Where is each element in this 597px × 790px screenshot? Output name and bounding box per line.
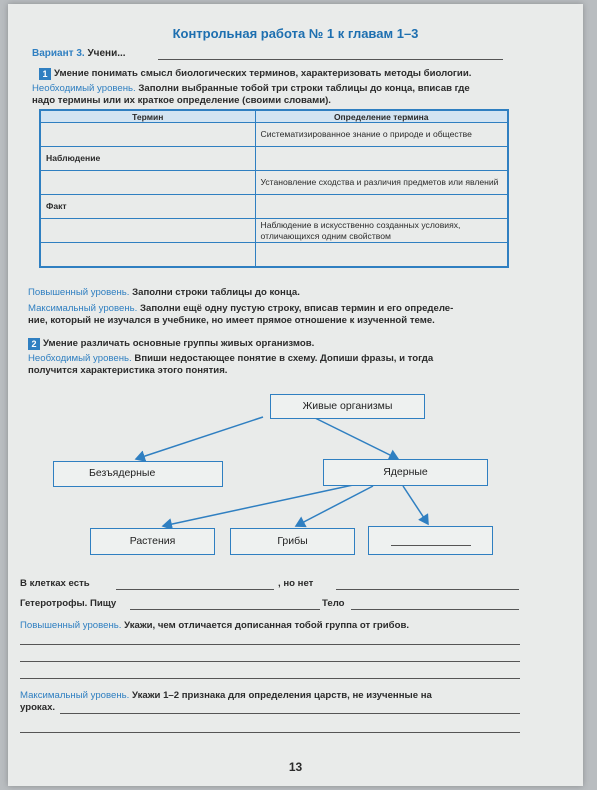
variant-label: Вариант 3.: [32, 48, 85, 59]
task1-max-line1: Заполни ещё одну пустую строку, вписав термин и его определе-: [139, 303, 454, 314]
scheme-root-box: [270, 394, 425, 419]
task1-max-line2: ние, который не изучался в учебнике, но имеет прямое отношение к изученной теме.: [28, 315, 435, 326]
answer-line[interactable]: [20, 661, 520, 662]
answer-line[interactable]: [20, 732, 520, 733]
fill1-b: , но нет: [278, 578, 314, 589]
scheme-c2-box: [230, 528, 355, 555]
task2-max: [20, 690, 550, 714]
task1-heading-text: Умение понимать смысл биологических терминов, характеризовать методы биологии.: [54, 68, 472, 79]
task2-instr-line1: Впиши недостающее понятие в схему. Допиши фразы, и тогда: [134, 353, 434, 364]
answer-line[interactable]: [20, 678, 520, 679]
worksheet-page: [8, 4, 583, 786]
task2-max-line2: уроках.: [20, 702, 56, 713]
task2-level-max: Максимальный уровень.: [20, 690, 130, 701]
task1-instr-line2: надо термины или их краткое определение (своими словами).: [32, 95, 331, 106]
page-title: Контрольная работа № 1 к главам 1–3: [172, 26, 419, 41]
term-cell[interactable]: Факт: [40, 195, 255, 219]
task1-instr-line1: Заполни выбранные тобой три строки таблицы до конца, вписав где: [138, 83, 470, 94]
task2-advanced-text: Укажи, чем отличается дописанная тобой группа от грибов.: [124, 620, 410, 631]
scheme-right-label: Ядерные: [383, 466, 428, 478]
task2-number: 2: [28, 338, 40, 350]
task1-advanced-text: Заполни строки таблицы до конца.: [132, 287, 300, 298]
definition-cell[interactable]: Установление сходства и различия предметов или явлений: [255, 171, 508, 195]
task2-max-line1: Укажи 1–2 признака для определения царств, не изученные на: [131, 690, 432, 701]
scheme-right-box: [323, 459, 488, 486]
arrow-to-left: [136, 417, 263, 459]
task2-advanced: [20, 620, 550, 632]
arrow-to-c3: [403, 486, 428, 524]
answer-line[interactable]: [60, 713, 520, 714]
fill2-line-a[interactable]: [130, 609, 320, 610]
header-term: Термин: [40, 110, 255, 123]
term-cell[interactable]: Наблюдение: [40, 147, 255, 171]
fill1-line-b[interactable]: [336, 589, 519, 590]
arrow-to-right: [313, 417, 398, 459]
arrow-to-c2: [296, 486, 373, 526]
fill2-a: Гетеротрофы. Пищу: [20, 598, 117, 609]
scheme-left-box: [53, 461, 223, 487]
fill2-line-b[interactable]: [351, 609, 519, 610]
task2-level-advanced: Повышенный уровень.: [20, 620, 122, 631]
scheme-c1-box: [90, 528, 215, 555]
definition-cell[interactable]: Наблюдение в искусственно созданных условиях, отличающихся одним свойством: [255, 219, 508, 243]
student-label: Учени...: [87, 48, 126, 59]
task1-level-max: Максимальный уровень.: [28, 303, 138, 314]
task1-level-basic: Необходимый уровень.: [32, 83, 136, 94]
task2-instr-line2: получится характеристика этого понятия.: [28, 365, 228, 376]
task2-level-basic: Необходимый уровень.: [28, 353, 132, 364]
answer-line[interactable]: [20, 644, 520, 645]
definition-cell[interactable]: Систематизированное знание о природе и обществе: [255, 123, 508, 147]
fill1-line-a[interactable]: [116, 589, 274, 590]
fill1-a: В клетках есть: [20, 578, 90, 589]
task2-heading-text: Умение различать основные группы живых организмов.: [43, 338, 315, 349]
task1-number: 1: [39, 68, 51, 80]
scheme-c3-answer-line[interactable]: [391, 545, 471, 546]
scheme-c3-box[interactable]: [368, 526, 493, 555]
scheme-c1-label: Растения: [129, 535, 176, 547]
header-definition: Определение термина: [255, 110, 508, 123]
scheme-c2-label: Грибы: [277, 535, 308, 547]
page-number: 13: [288, 760, 303, 774]
scheme-root-label: Живые организмы: [302, 400, 393, 412]
task1-level-advanced: Повышенный уровень.: [28, 287, 130, 298]
scheme-left-label: Безъядерные: [89, 467, 156, 479]
fill2-b: Тело: [322, 598, 345, 609]
arrow-to-c1: [163, 485, 353, 526]
